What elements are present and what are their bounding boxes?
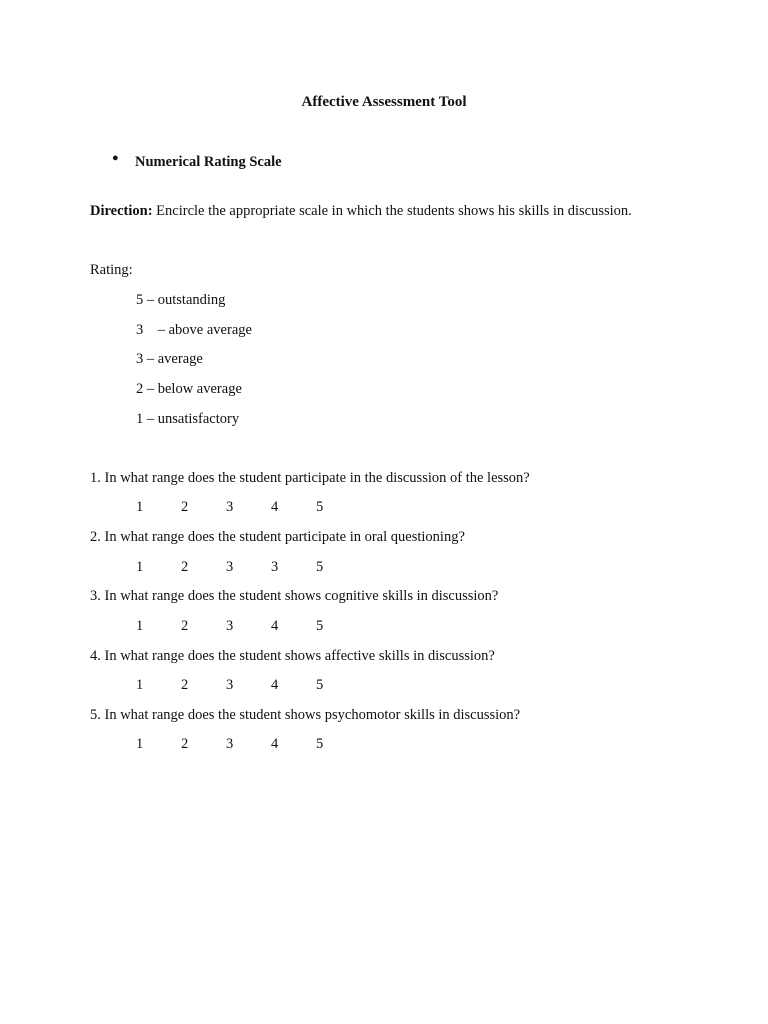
- rating-option[interactable]: 1: [136, 618, 144, 634]
- bullet-icon: ●: [112, 152, 119, 164]
- direction-paragraph: [90, 204, 632, 219]
- document-title: Affective Assessment Tool: [301, 94, 467, 110]
- section-heading: Numerical Rating Scale: [135, 154, 282, 170]
- rating-option[interactable]: 3: [226, 736, 234, 752]
- direction-label: Direction:: [90, 203, 153, 219]
- rating-option[interactable]: 3: [226, 499, 234, 515]
- question-text: 4. In what range does the student shows affective skills in discussion?: [90, 648, 495, 664]
- rating-option[interactable]: 3: [271, 559, 279, 575]
- rating-option[interactable]: 1: [136, 736, 144, 752]
- question-text: 5. In what range does the student shows psychomotor skills in discussion?: [90, 707, 521, 723]
- rating-option[interactable]: 2: [181, 559, 189, 575]
- rating-option[interactable]: 4: [271, 736, 279, 752]
- rating-scale-item: 2 – below average: [136, 381, 242, 397]
- rating-option[interactable]: 3: [226, 618, 234, 634]
- question-text: 3. In what range does the student shows cognitive skills in discussion?: [90, 588, 499, 604]
- rating-option[interactable]: 2: [181, 618, 189, 634]
- rating-label: Rating:: [90, 262, 133, 278]
- rating-option[interactable]: 2: [181, 499, 189, 515]
- rating-scale-item: 3 – average: [136, 351, 203, 367]
- question-text: 1. In what range does the student participate in the discussion of the lesson?: [90, 470, 530, 486]
- rating-option[interactable]: 1: [136, 677, 144, 693]
- rating-option[interactable]: 2: [181, 736, 189, 752]
- rating-option[interactable]: 4: [271, 499, 279, 515]
- rating-scale-item: 1 – unsatisfactory: [136, 411, 240, 427]
- rating-option[interactable]: 1: [136, 499, 144, 515]
- rating-option[interactable]: 3: [226, 559, 234, 575]
- rating-option[interactable]: 4: [271, 618, 279, 634]
- rating-option[interactable]: 3: [226, 677, 234, 693]
- direction-text: Encircle the appropriate scale in which the students shows his skills in discussion.: [152, 203, 632, 219]
- rating-option[interactable]: 5: [316, 499, 324, 515]
- rating-option[interactable]: 5: [316, 677, 324, 693]
- rating-option[interactable]: 5: [316, 736, 324, 752]
- rating-option[interactable]: 5: [316, 618, 324, 634]
- question-text: 2. In what range does the student participate in oral questioning?: [90, 529, 465, 545]
- rating-option[interactable]: 4: [271, 677, 279, 693]
- rating-option[interactable]: 5: [316, 559, 324, 575]
- rating-scale-item: 5 – outstanding: [136, 292, 226, 308]
- rating-option[interactable]: 1: [136, 559, 144, 575]
- rating-scale-item: 3 – above average: [136, 322, 252, 338]
- rating-option[interactable]: 2: [181, 677, 189, 693]
